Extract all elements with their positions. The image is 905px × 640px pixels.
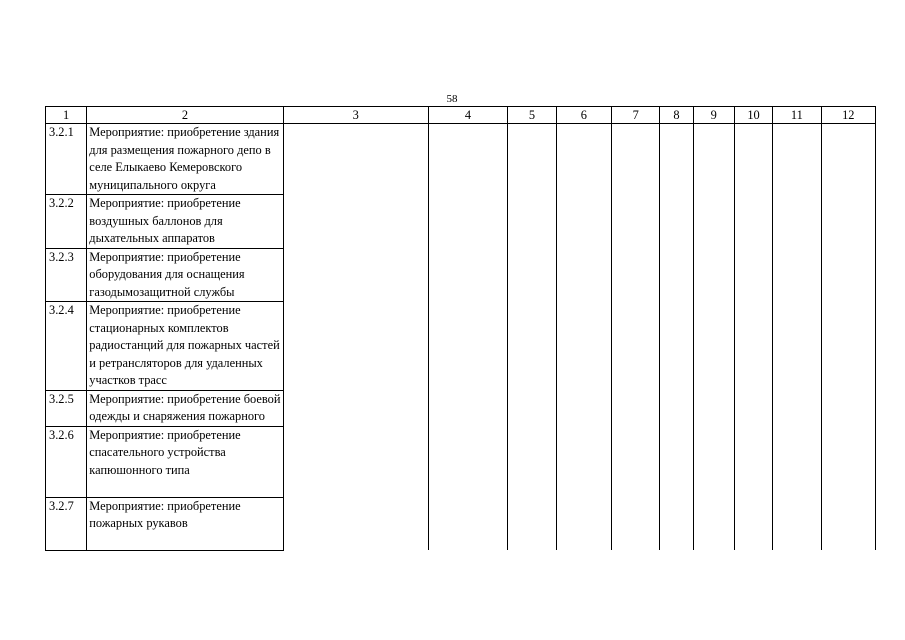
header-row xyxy=(46,107,876,124)
empty-cell xyxy=(508,124,556,551)
empty-cell xyxy=(612,124,660,551)
empty-cell xyxy=(773,124,821,551)
column-header: 7 xyxy=(612,107,660,124)
column-header: 6 xyxy=(556,107,611,124)
row-number: 3.2.1 xyxy=(46,124,87,195)
empty-cell xyxy=(556,124,611,551)
column-header: 5 xyxy=(508,107,556,124)
column-header: 9 xyxy=(693,107,734,124)
row-number: 3.2.4 xyxy=(46,302,87,391)
column-header: 8 xyxy=(660,107,693,124)
row-description: Мероприятие: приобретение спасательного устройства капюшонного типа xyxy=(87,426,283,497)
column-header: 12 xyxy=(821,107,875,124)
row-description: Мероприятие: приобретение боевой одежды и снаряжения пожарного xyxy=(87,390,283,426)
empty-cell xyxy=(693,124,734,551)
row-description: Мероприятие: приобретение воздушных баллонов для дыхательных аппаратов xyxy=(87,195,283,249)
empty-cell xyxy=(734,124,772,551)
empty-cell xyxy=(660,124,693,551)
column-header: 11 xyxy=(773,107,821,124)
empty-cell xyxy=(283,124,428,551)
column-header: 1 xyxy=(46,107,87,124)
empty-cell xyxy=(821,124,875,551)
row-number: 3.2.3 xyxy=(46,248,87,302)
table-row xyxy=(46,124,876,195)
row-description: Мероприятие: приобретение оборудования для оснащения газодымозащитной службы xyxy=(87,248,283,302)
column-header: 3 xyxy=(283,107,428,124)
row-number: 3.2.7 xyxy=(46,497,87,550)
page-number: 58 xyxy=(446,93,458,105)
empty-cell xyxy=(428,124,508,551)
row-description: Мероприятие: приобретение пожарных рукавов xyxy=(87,497,283,550)
row-description: Мероприятие: приобретение стационарных комплектов радиостанций для пожарных частей и ретрансляторов для удаленных участков трасс xyxy=(87,302,283,391)
data-table xyxy=(45,106,876,551)
row-number: 3.2.5 xyxy=(46,390,87,426)
column-header: 2 xyxy=(87,107,283,124)
column-header: 10 xyxy=(734,107,772,124)
column-header: 4 xyxy=(428,107,508,124)
row-number: 3.2.2 xyxy=(46,195,87,249)
row-number: 3.2.6 xyxy=(46,426,87,497)
row-description: Мероприятие: приобретение здания для размещения пожарного депо в селе Елыкаево Кемеровского муниципального округа xyxy=(87,124,283,195)
